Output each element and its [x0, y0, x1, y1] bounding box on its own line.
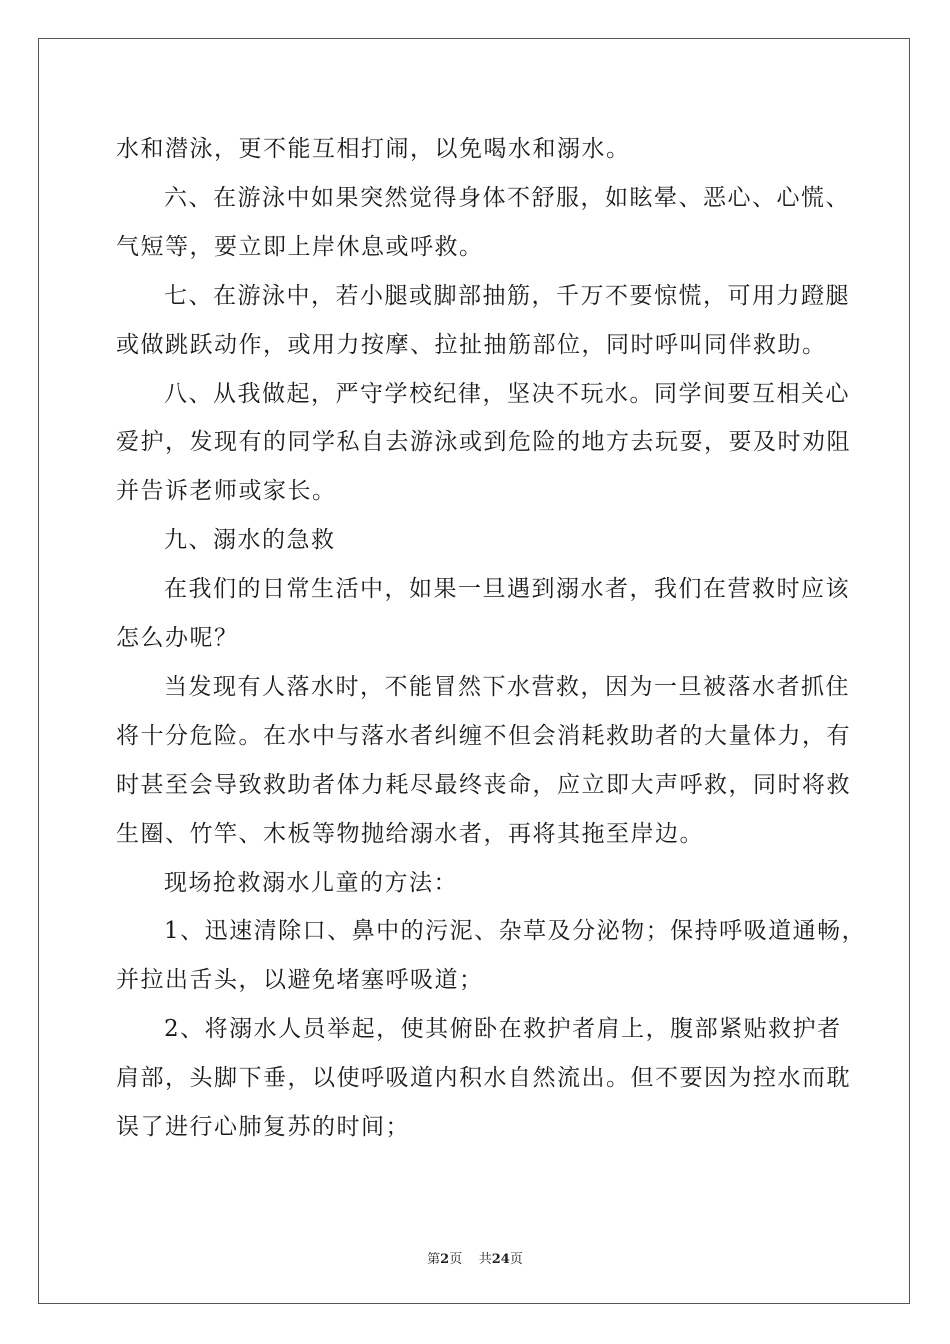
footer-total-pages: 24: [491, 1252, 510, 1267]
footer-page-number: 2: [440, 1252, 450, 1267]
text-line: 六、在游泳中如果突然觉得身体不舒服，如眩晕、恶心、心慌、: [164, 184, 850, 211]
text-line: 误了进行心肺复苏的时间；: [116, 1114, 410, 1140]
text-line: 时甚至会导致救助者体力耗尽最终丧命，应立即大声呼救，同时将救: [116, 771, 851, 798]
text-line: 或做跳跃动作，或用力按摩、拉扯抽筋部位，同时呼叫同伴救助。: [116, 331, 827, 358]
text-line: 七、在游泳中，若小腿或脚部抽筋，千万不要惊慌，可用力蹬腿: [164, 282, 850, 309]
page-footer: [0, 1248, 950, 1267]
text-line: 将十分危险。在水中与落水者纠缠不但会消耗救助者的大量体力，有: [116, 722, 851, 749]
text-line: 九、溺水的急救: [164, 527, 336, 554]
text-line: 2、将溺水人员举起，使其俯卧在救护者肩上，腹部紧贴救护者: [164, 1016, 842, 1043]
text-line: 生圈、竹竿、木板等物抛给溺水者，再将其拖至岸边。: [116, 820, 704, 847]
text-line: 怎么办呢？: [116, 625, 239, 651]
text-line: 爱护，发现有的同学私自去游泳或到危险的地方去玩耍，要及时劝阻: [116, 429, 851, 456]
footer-page-prefix: 第: [427, 1252, 441, 1267]
text-line: 并告诉老师或家长。: [116, 478, 337, 505]
text-line: 并拉出舌头，以避免堵塞呼吸道；: [116, 967, 484, 994]
text-line: 气短等，要立即上岸休息或呼救。: [116, 233, 484, 260]
text-line: 1、迅速清除口、鼻中的污泥、杂草及分泌物；保持呼吸道通畅，: [164, 918, 867, 945]
text-line: 当发现有人落水时，不能冒然下水营救，因为一旦被落水者抓住: [164, 673, 850, 700]
text-line: 八、从我做起，严守学校纪律，坚决不玩水。同学间要互相关心: [164, 380, 850, 407]
text-line: 肩部，头脚下垂，以使呼吸道内积水自然流出。但不要因为控水而耽: [116, 1065, 851, 1092]
text-line: 现场抢救溺水儿童的方法：: [164, 869, 458, 896]
footer-total-suffix: 页: [509, 1252, 523, 1267]
footer-page-suffix: 页: [449, 1252, 463, 1267]
text-line: 在我们的日常生活中，如果一旦遇到溺水者，我们在营救时应该: [164, 576, 850, 603]
text-line: 水和潜泳，更不能互相打闹，以免喝水和溺水。: [116, 136, 631, 162]
footer-total-prefix: 共: [478, 1252, 492, 1267]
